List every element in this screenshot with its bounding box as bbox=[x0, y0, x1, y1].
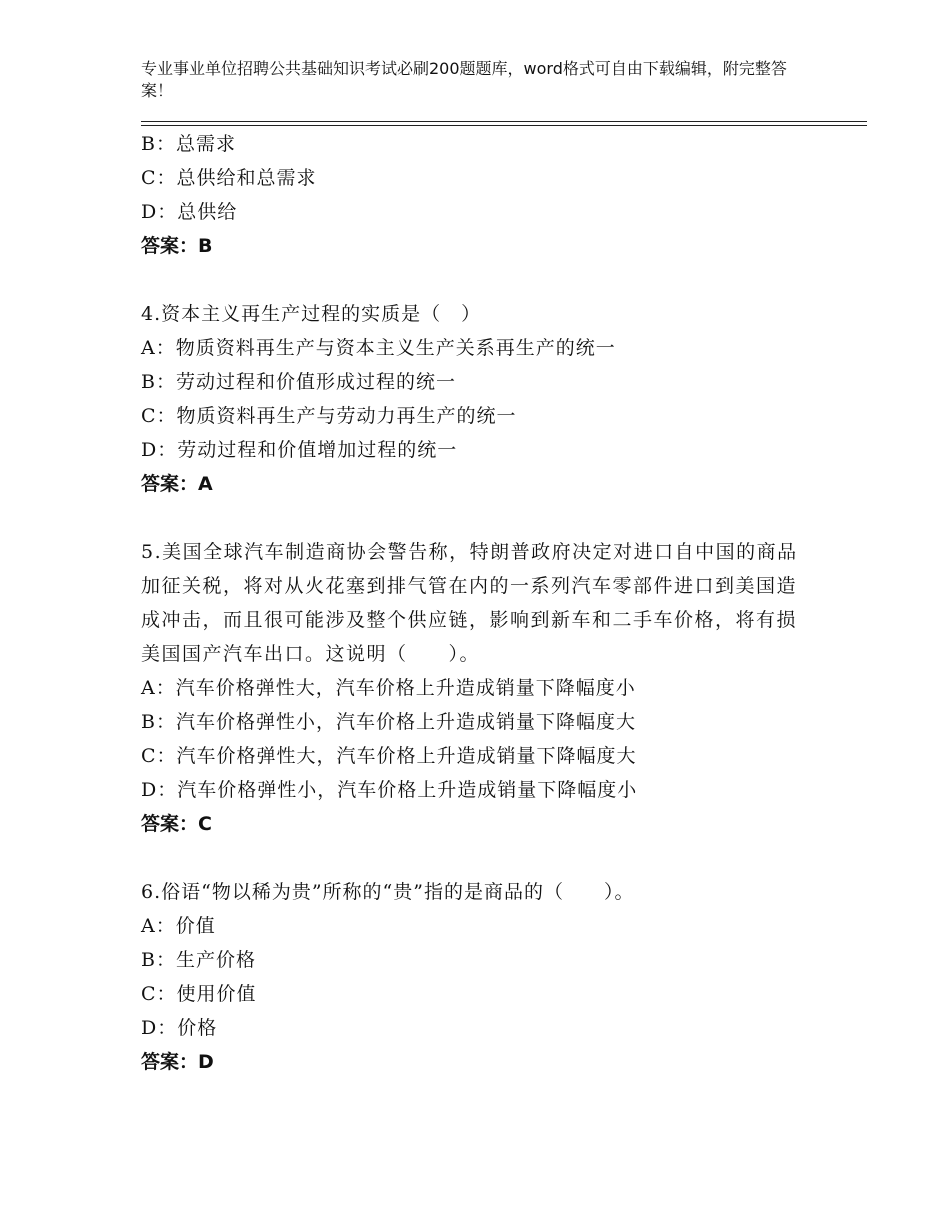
option-a: A：价值 bbox=[141, 915, 216, 937]
header-rule-top bbox=[141, 121, 867, 122]
option-d: D：劳动过程和价值增加过程的统一 bbox=[141, 439, 458, 461]
question-stem: 4.资本主义再生产过程的实质是（ ） bbox=[141, 303, 482, 325]
question-stem: 5.美国全球汽车制造商协会警告称，特朗普政府决定对进口自中国的商品加征关税，将对从火花塞到排气管在内的一系列汽车零部件进口到美国造成冲击，而且很可能涉及整个供应链，影响到新车和二手车价格，将有损美国国产汽车出口。这说明（ ）。 bbox=[141, 541, 798, 665]
option-c: C：物质资料再生产与劳动力再生产的统一 bbox=[141, 405, 517, 427]
option-d: D：价格 bbox=[141, 1017, 218, 1039]
header-rule-bottom bbox=[141, 125, 867, 126]
question-stem: 6.俗语“物以稀为贵”所称的“贵”指的是商品的（ ）。 bbox=[141, 881, 635, 903]
option-c: C：汽车价格弹性大，汽车价格上升造成销量下降幅度大 bbox=[141, 745, 637, 767]
option-a: A：汽车价格弹性大，汽车价格上升造成销量下降幅度小 bbox=[141, 677, 636, 699]
answer-line: 答案：B bbox=[141, 235, 213, 257]
option-c: C：使用价值 bbox=[141, 983, 257, 1005]
answer-line: 答案：A bbox=[141, 473, 213, 495]
answer-line: 答案：D bbox=[141, 1051, 214, 1073]
option-a: A：物质资料再生产与资本主义生产关系再生产的统一 bbox=[141, 337, 616, 359]
option-b: B：总需求 bbox=[141, 133, 236, 155]
spacer bbox=[141, 501, 801, 535]
option-b: B：生产价格 bbox=[141, 949, 256, 971]
spacer bbox=[141, 841, 801, 875]
answer-line: 答案：C bbox=[141, 813, 212, 835]
option-b: B：汽车价格弹性小，汽车价格上升造成销量下降幅度大 bbox=[141, 711, 636, 733]
option-d: D：总供给 bbox=[141, 201, 238, 223]
spacer bbox=[141, 263, 801, 297]
page-header: 专业事业单位招聘公共基础知识考试必刷200题题库，word格式可自由下载编辑，附完整答案！ bbox=[141, 59, 787, 100]
option-c: C：总供给和总需求 bbox=[141, 167, 317, 189]
option-b: B：劳动过程和价值形成过程的统一 bbox=[141, 371, 456, 393]
option-d: D：汽车价格弹性小，汽车价格上升造成销量下降幅度小 bbox=[141, 779, 638, 801]
question-content bbox=[141, 127, 801, 1079]
